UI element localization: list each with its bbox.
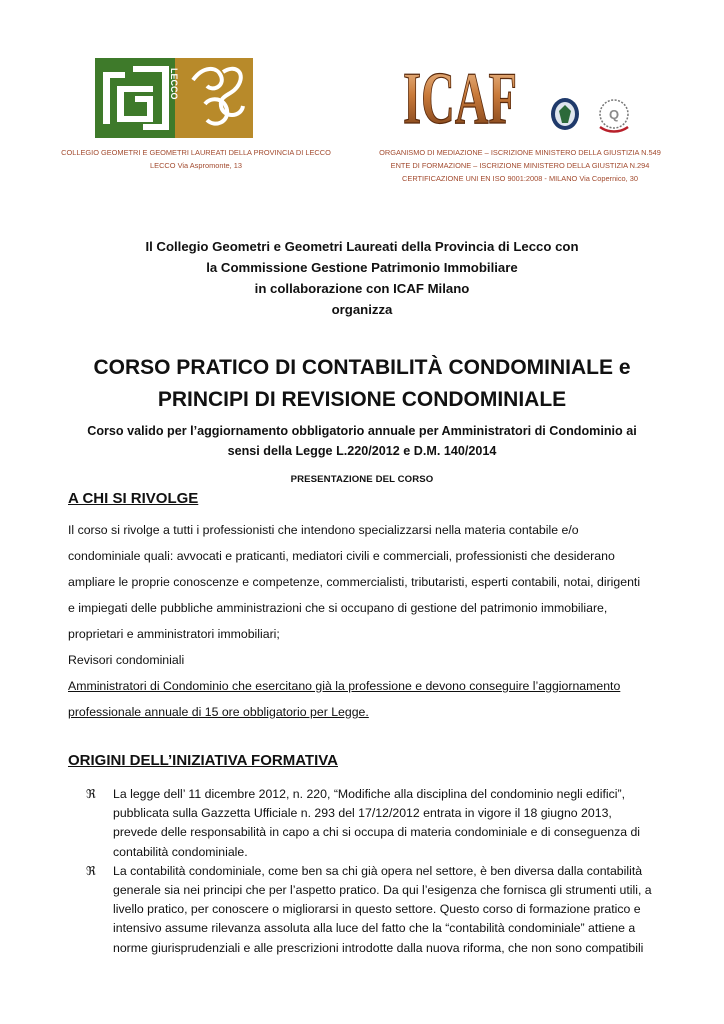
- intro-block: [60, 236, 664, 320]
- bullet-line: prevede delle responsabilità in capo a chi si occupa di materia condominiale e di conseguenza di: [113, 825, 641, 840]
- icaf-logo: [401, 57, 519, 140]
- paragraph-line-underlined: professionale annuale di 15 ore obbligatorio per Legge.: [68, 705, 369, 719]
- icaf-caption: [370, 146, 670, 185]
- svg-text:ICAF: ICAF: [403, 58, 517, 140]
- collegio-geometri-logo: [95, 58, 253, 138]
- course-subtitle: [60, 421, 664, 461]
- certification-seal-icon: [594, 97, 634, 133]
- paragraph-line: e impiegati delle pubbliche amministrazioni che si occupano di gestione del patrimonio immobiliare,: [68, 601, 608, 615]
- list-item: [86, 862, 666, 958]
- subtitle-line: Corso valido per l’aggiornamento obbligatorio annuale per Amministratori di Condominio ai: [87, 424, 637, 438]
- paragraph-line: ampliare le proprie conoscenze e competenze, commercialisti, tributaristi, esperti contabili, notai, dirigenti: [68, 575, 641, 589]
- collegio-caption: [60, 146, 332, 172]
- bullet-line: contabilità condominiale.: [113, 844, 248, 859]
- bullet-line: livello pratico, per conoscere o migliorarsi in questo settore. Questo corso di formazione pratico e: [113, 902, 641, 917]
- intro-line: Il Collegio Geometri e Geometri Laureati della Provincia di Lecco con: [145, 239, 579, 254]
- bullet-line: intensivo assume rilevanza assoluta alla luce del fatto che la “contabilità condominiale” attiene a: [113, 921, 636, 936]
- origins-bullet-list: [86, 785, 666, 958]
- bullet-line: La legge dell’ 11 dicembre 2012, n. 220, “Modifiche alla disciplina del condominio negli edifici”,: [113, 787, 625, 801]
- subtitle-line: sensi della Legge L.220/2012 e D.M. 140/2014: [227, 444, 497, 458]
- bullet-line: pubblicata sulla Gazzetta Ufficiale n. 293 del 17/12/2012 entrata in vigore il 18 giugno 2013,: [113, 806, 612, 821]
- title-line: CORSO PRATICO DI CONTABILITÀ CONDOMINIALE e: [93, 356, 631, 379]
- presentation-heading: PRESENTAZIONE DEL CORSO: [290, 474, 434, 485]
- section-heading-audience: A CHI SI RIVOLGE: [68, 490, 199, 507]
- caption-line: COLLEGIO GEOMETRI E GEOMETRI LAUREATI DELLA PROVINCIA DI LECCO: [61, 148, 331, 157]
- accredia-seal-icon: [550, 97, 580, 131]
- paragraph-line: Revisori condominiali: [68, 653, 185, 667]
- list-item: [86, 785, 666, 862]
- caption-line: LECCO Via Aspromonte, 13: [150, 161, 242, 170]
- svg-text:LECCO: LECCO: [169, 68, 179, 100]
- intro-line: organizza: [331, 302, 393, 317]
- section-heading-origins: ORIGINI DELL’INIZIATIVA FORMATIVA: [68, 752, 338, 769]
- bullet-mark-icon: ℜ: [86, 863, 96, 878]
- bullet-mark-icon: ℜ: [86, 787, 96, 801]
- bullet-line: La contabilità condominiale, come ben sa chi già opera nel settore, è ben diversa dalla contabilità: [113, 863, 643, 878]
- bullet-line: norme giurisprudenziali e alle prescrizioni introdotte dalla nuova riforma, che non sono compatibili: [113, 940, 644, 955]
- bullet-line: generale sia nei principi che per l’aspetto pratico. Da qui l’esigenza che fornisca gli strumenti utili, a: [113, 883, 652, 898]
- intro-line: la Commissione Gestione Patrimonio Immobiliare: [206, 260, 518, 275]
- course-title: [40, 352, 684, 416]
- intro-line: in collaborazione con ICAF Milano: [254, 281, 470, 296]
- paragraph-line: condominiale quali: avvocati e praticanti, mediatori civili e commerciali, professionisti che desiderano: [68, 549, 615, 563]
- caption-line: CERTIFICAZIONE UNI EN ISO 9001:2008 - MILANO Via Copernico, 30: [402, 174, 638, 183]
- caption-line: ORGANISMO DI MEDIAZIONE – ISCRIZIONE MINISTERO DELLA GIUSTIZIA N.549: [379, 148, 661, 157]
- svg-text:Q: Q: [608, 107, 620, 122]
- caption-line: ENTE DI FORMAZIONE – ISCRIZIONE MINISTERO DELLA GIUSTIZIA N.294: [390, 161, 650, 170]
- paragraph-line-underlined: Amministratori di Condominio che esercitano già la professione e devono conseguire l’aggiornamento: [68, 679, 621, 693]
- title-line: PRINCIPI DI REVISIONE CONDOMINIALE: [157, 388, 567, 411]
- paragraph-line: proprietari e amministratori immobiliari;: [68, 627, 280, 641]
- audience-paragraph: [68, 517, 658, 725]
- paragraph-line: Il corso si rivolge a tutti i professionisti che intendono specializzarsi nella materia contabile e/o: [68, 523, 579, 537]
